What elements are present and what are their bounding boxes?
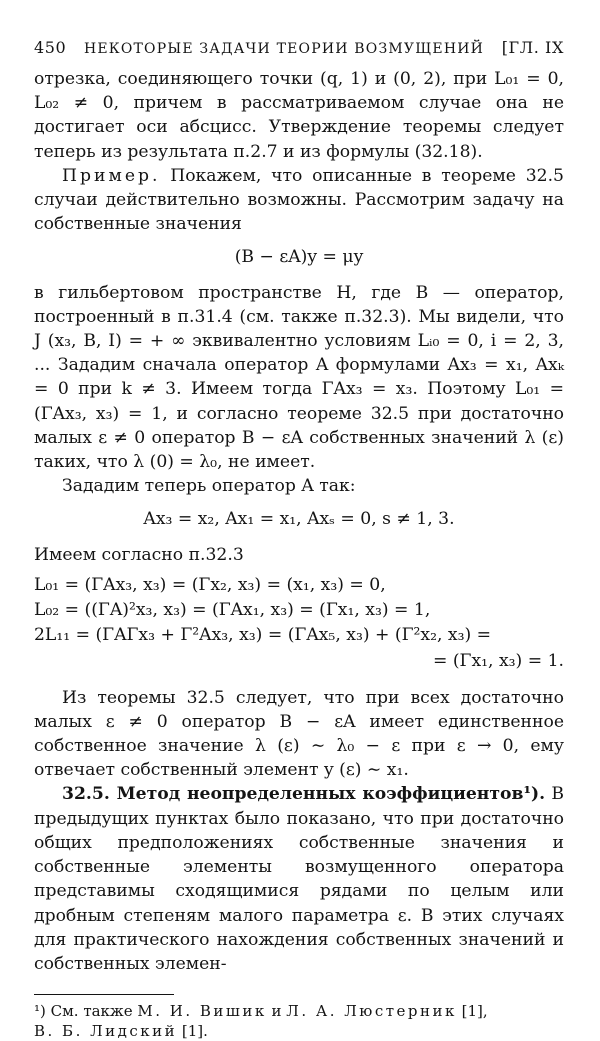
section-32-5 — [34, 782, 564, 976]
running-title: НЕКОТОРЫЕ ЗАДАЧИ ТЕОРИИ ВОЗМУЩЕНИЙ — [83, 41, 485, 57]
equation-line-3: 2L₁₁ = (ΓAΓx₃ + Γ²Ax₃, x₃) = (ΓAx₅, x₃) + (Γ²x₂, x₃) = — [34, 625, 492, 646]
footnote — [34, 1001, 564, 1041]
example-text: Покажем, что описанные в теореме 32.5 случаи действительно возможны. Рассмотрим задачу на собственные значения — [34, 165, 564, 235]
footnote-author-3: В. Б. Лидский — [34, 1022, 178, 1041]
equation-system — [34, 573, 564, 674]
equation-operator-a: Ax₃ = x₂, Ax₁ = x₁, Axₛ = 0, s ≠ 1, 3. — [143, 509, 455, 530]
paragraph-3: в гильбертовом пространстве H, где B — оператор, построенный в п.31.4 (см. также п.32.3). Мы видели, что J (x₃, B, I) = + ∞ эквивалентно условиям Lᵢ₀ = 0, i = 2, 3, ... Зададим сначала оператор A формулами Ax₃ = x₁, Axₖ = 0 при k ≠ 3. Имеем тогда ΓAx₃ = x₃. Поэтому L₀₁ = (ΓAx₃, x₃) = 1, и согласно теореме 32.5 при достаточно малых ε ≠ 0 оператор B − εA собственных значений λ (ε) таких, что λ (0) = λ₀, не имеет. — [34, 282, 564, 473]
paragraph-example — [34, 164, 564, 237]
page-number: 450 — [34, 38, 67, 57]
example-lead: Пример. — [62, 165, 161, 186]
equation-line-4: = (Γx₁, x₃) = 1. — [432, 651, 564, 672]
equation-eigenproblem: (B − εA)y = μy — [234, 247, 364, 268]
footnote-ref-1: [1], — [456, 1002, 488, 1021]
footnote-rule — [34, 994, 174, 995]
paragraph-6: Из теоремы 32.5 следует, что при всех достаточно малых ε ≠ 0 оператор B − εA имеет единственное собственное значение λ (ε) ∼ λ₀ − ε при ε → 0, ему отвечает собственный элемент y (ε) ∼ x₁. — [34, 687, 564, 781]
paragraph-5: Имеем согласно п.32.3 — [34, 544, 244, 565]
section-heading: 32.5. Метод неопределенных коэффициентов¹). — [62, 784, 546, 805]
footnote-author-1: М. И. Вишик — [137, 1002, 267, 1021]
paragraph-4: Зададим теперь оператор A так: — [62, 476, 356, 497]
footnote-ref-2: [1]. — [177, 1022, 208, 1041]
paragraph-1: отрезка, соединяющего точки (q, 1) и (0, 2), при L₀₁ = 0, L₀₂ ≠ 0, причем в рассматриваемом случае она не достигает оси абсцисс. Утверждение теоремы следует теперь из результата п.2.7 и из формулы (32.18). — [34, 69, 564, 162]
chapter-reference: [ГЛ. IX — [501, 38, 564, 57]
footnote-author-2: Л. А. Люстерник — [286, 1002, 457, 1021]
footnote-mark: ¹) См. также — [34, 1002, 133, 1021]
page-header — [34, 38, 564, 57]
main-text — [34, 67, 564, 976]
equation-line-1: L₀₁ = (ΓAx₃, x₃) = (Γx₂, x₃) = (x₁, x₃) = 0, — [34, 574, 386, 595]
equation-line-2: L₀₂ = ((ΓA)²x₃, x₃) = (ΓAx₁, x₃) = (Γx₁, x₃) = 1, — [34, 600, 431, 621]
section-text: В предыдущих пунктах было показано, что при достаточно общих предположениях собственные значения и собственные элементы возмущенного оператора представимы сходящимися рядами по целым или дробным степеням малого параметра ε. В этих случаях для практического нахождения собственных значений и собственных элемен- — [34, 784, 564, 974]
footnote-and: и — [266, 1002, 287, 1021]
